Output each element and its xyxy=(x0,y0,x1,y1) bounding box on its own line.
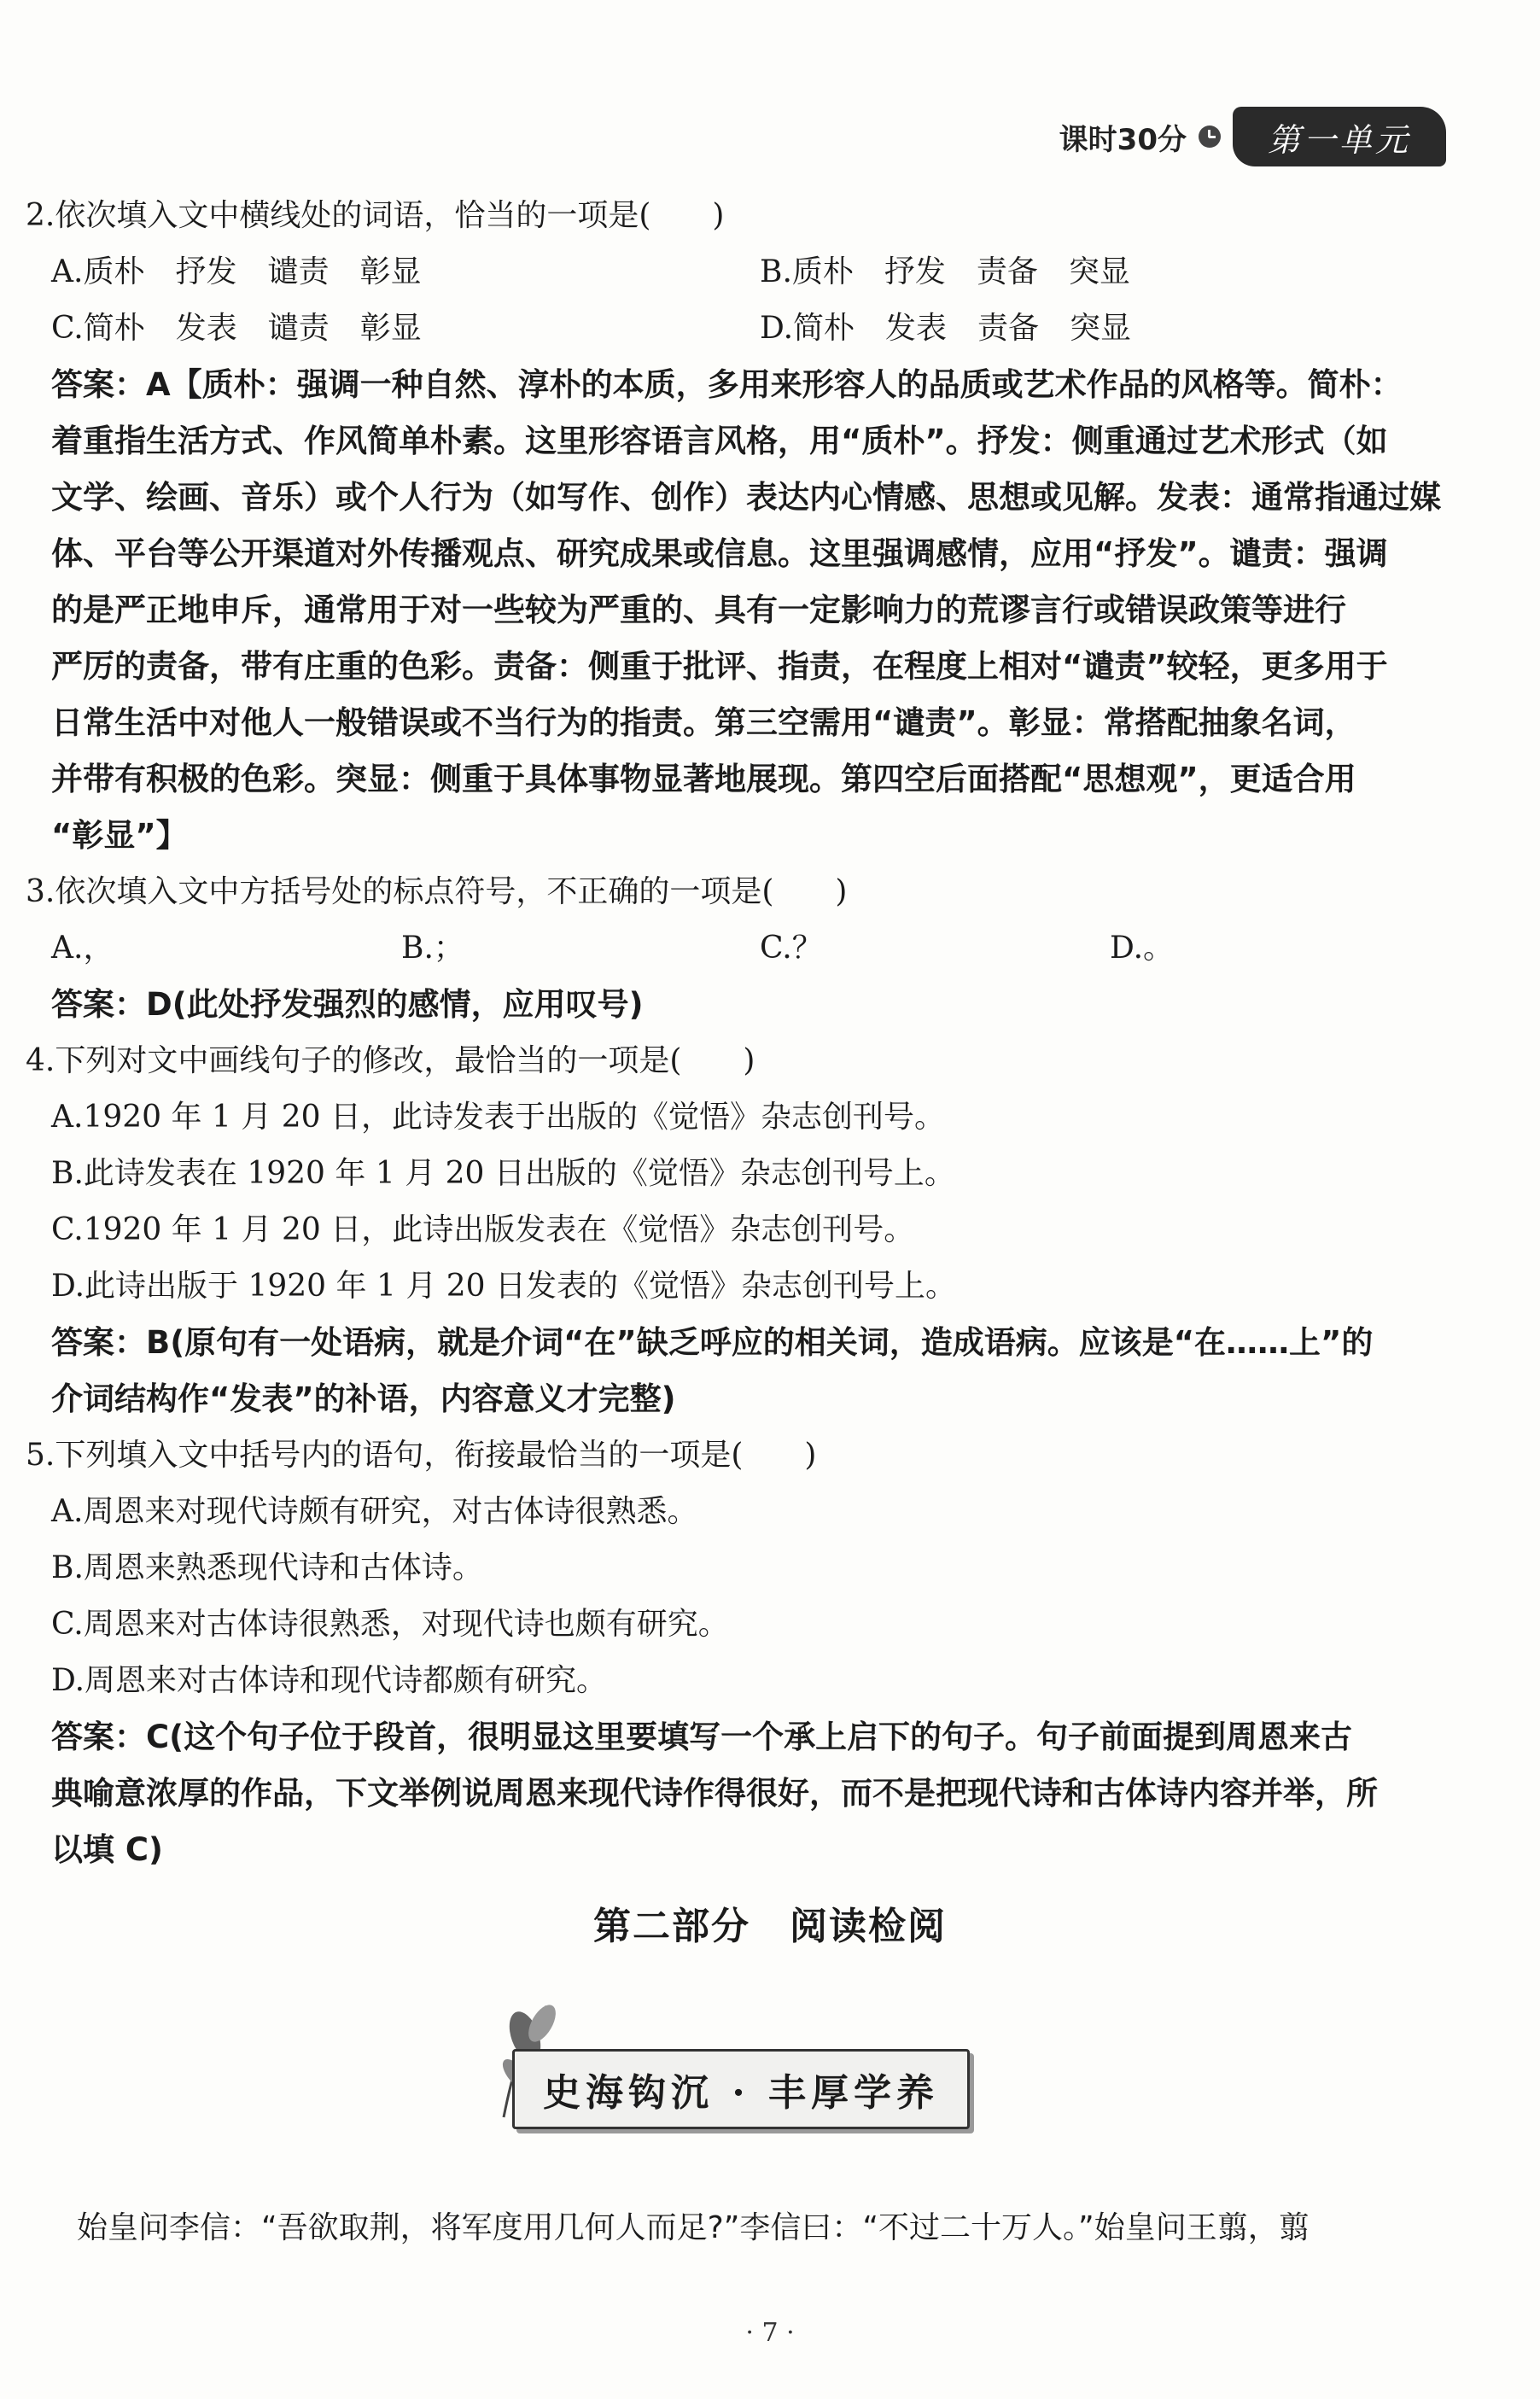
reading-passage-line: 始皇问李信：“吾欲取荆，将军度用几何人而足?”李信曰：“不过二十万人。”始皇问王翦，翦 xyxy=(77,2210,1310,2245)
question-3-option-d: D.。 xyxy=(1110,931,1175,966)
answer-line: 答案：D(此处抒发强烈的感情，应用叹号) xyxy=(51,986,644,1023)
answer-line: 答案：A【质朴：强调一种自然、淳朴的本质，多用来形容人的品质或艺术作品的风格等。简朴： xyxy=(51,366,1403,403)
question-2-answer xyxy=(26,357,1477,864)
section-banner xyxy=(478,1998,973,2143)
section-title: 第二部分 阅读检阅 xyxy=(593,1905,947,1948)
question-3-option-a: A.， xyxy=(51,931,114,966)
question-4-stem: 4.下列对文中画线句子的修改，最恰当的一项是( ) xyxy=(26,1043,755,1078)
question-3-options xyxy=(26,920,1477,977)
answer-line: 的是严正地申斥，通常用于对一些较为严重的、具有一定影响力的荒谬言行或错误政策等进行 xyxy=(51,592,1346,628)
question-5-option-d: D.周恩来对古体诗和现代诗都颇有研究。 xyxy=(51,1663,608,1698)
question-2-option-a: A.质朴 抒发 谴责 彰显 xyxy=(51,254,422,289)
answer-line: 严厉的责备，带有庄重的色彩。责备：侧重于批评、指责，在程度上相对“谴责”较轻，更多用于 xyxy=(51,648,1388,685)
question-2-stem: 2.依次填入文中横线处的词语，恰当的一项是( ) xyxy=(26,198,725,233)
answer-line: 文学、绘画、音乐）或个人行为（如写作、创作）表达内心情感、思想或见解。发表：通常指通过媒 xyxy=(51,479,1441,516)
answer-line: 答案：B(原句有一处语病，就是介词“在”缺乏呼应的相关词，造成语病。应该是“在……上”的 xyxy=(51,1324,1374,1361)
answer-line: 答案：C(这个句子位于段首，很明显这里要填写一个承上启下的句子。句子前面提到周恩来古 xyxy=(51,1719,1353,1755)
question-2-option-b: B.质朴 抒发 责备 突显 xyxy=(760,254,1130,289)
answer-line: 并带有积极的色彩。突显：侧重于具体事物显著地展现。第四空后面搭配“思想观”，更适合用 xyxy=(51,761,1356,797)
question-5-option-a: A.周恩来对现代诗颇有研究，对古体诗很熟悉。 xyxy=(51,1494,698,1529)
question-2-options-row-2 xyxy=(26,301,1477,357)
answer-line: 着重指生活方式、作风简单朴素。这里形容语言风格，用“质朴”。抒发：侧重通过艺术形式（如 xyxy=(51,423,1388,459)
answer-line: 体、平台等公开渠道对外传播观点、研究成果或信息。这里强调感情，应用“抒发”。谴责：强调 xyxy=(51,535,1388,572)
answer-line: 典喻意浓厚的作品，下文举例说周恩来现代诗作得很好，而不是把现代诗和古体诗内容并举，所 xyxy=(51,1775,1378,1812)
question-3-option-c: C.？ xyxy=(760,931,823,966)
question-4-answer xyxy=(26,1315,1477,1427)
question-5-option-c: C.周恩来对古体诗很熟悉，对现代诗也颇有研究。 xyxy=(51,1607,729,1642)
question-2-option-d: D.简朴 发表 责备 突显 xyxy=(760,311,1132,346)
question-3-stem: 3.依次填入文中方括号处的标点符号，不正确的一项是( ) xyxy=(26,874,848,909)
question-4-option-b: B.此诗发表在 1920 年 1 月 20 日出版的《觉悟》杂志创刊号上。 xyxy=(51,1156,955,1191)
question-2-options-row-1 xyxy=(26,244,1477,301)
answer-line: 以填 C) xyxy=(51,1831,163,1868)
banner-title: 史海钩沉 · 丰厚学养 xyxy=(512,2049,970,2129)
question-5-stem: 5.下列填入文中括号内的语句，衔接最恰当的一项是( ) xyxy=(26,1438,817,1473)
answer-line: “彰显”】 xyxy=(51,817,188,854)
answer-line: 日常生活中对他人一般错误或不当行为的指责。第三空需用“谴责”。彰显：常搭配抽象名词， xyxy=(51,704,1356,741)
question-5-option-b: B.周恩来熟悉现代诗和古体诗。 xyxy=(51,1550,483,1585)
question-4-option-d: D.此诗出版于 1920 年 1 月 20 日发表的《觉悟》杂志创刊号上。 xyxy=(51,1269,957,1304)
question-3-answer xyxy=(26,977,1477,1033)
page-header xyxy=(1059,102,1446,171)
clock-icon xyxy=(1199,125,1221,148)
lesson-time-label: 课时30分 xyxy=(1059,122,1187,157)
question-content xyxy=(26,188,1477,1878)
question-4-option-a: A.1920 年 1 月 20 日，此诗发表于出版的《觉悟》杂志创刊号。 xyxy=(51,1100,945,1135)
answer-line: 介词结构作“发表”的补语，内容意义才完整) xyxy=(51,1380,676,1417)
question-4-option-c: C.1920 年 1 月 20 日，此诗出版发表在《觉悟》杂志创刊号。 xyxy=(51,1212,915,1247)
page-number: · 7 · xyxy=(745,2318,795,2348)
question-3-option-b: B.； xyxy=(401,931,464,966)
question-2-option-c: C.简朴 发表 谴责 彰显 xyxy=(51,311,422,346)
unit-badge: 第一单元 xyxy=(1233,107,1446,166)
question-5-answer xyxy=(26,1709,1477,1878)
